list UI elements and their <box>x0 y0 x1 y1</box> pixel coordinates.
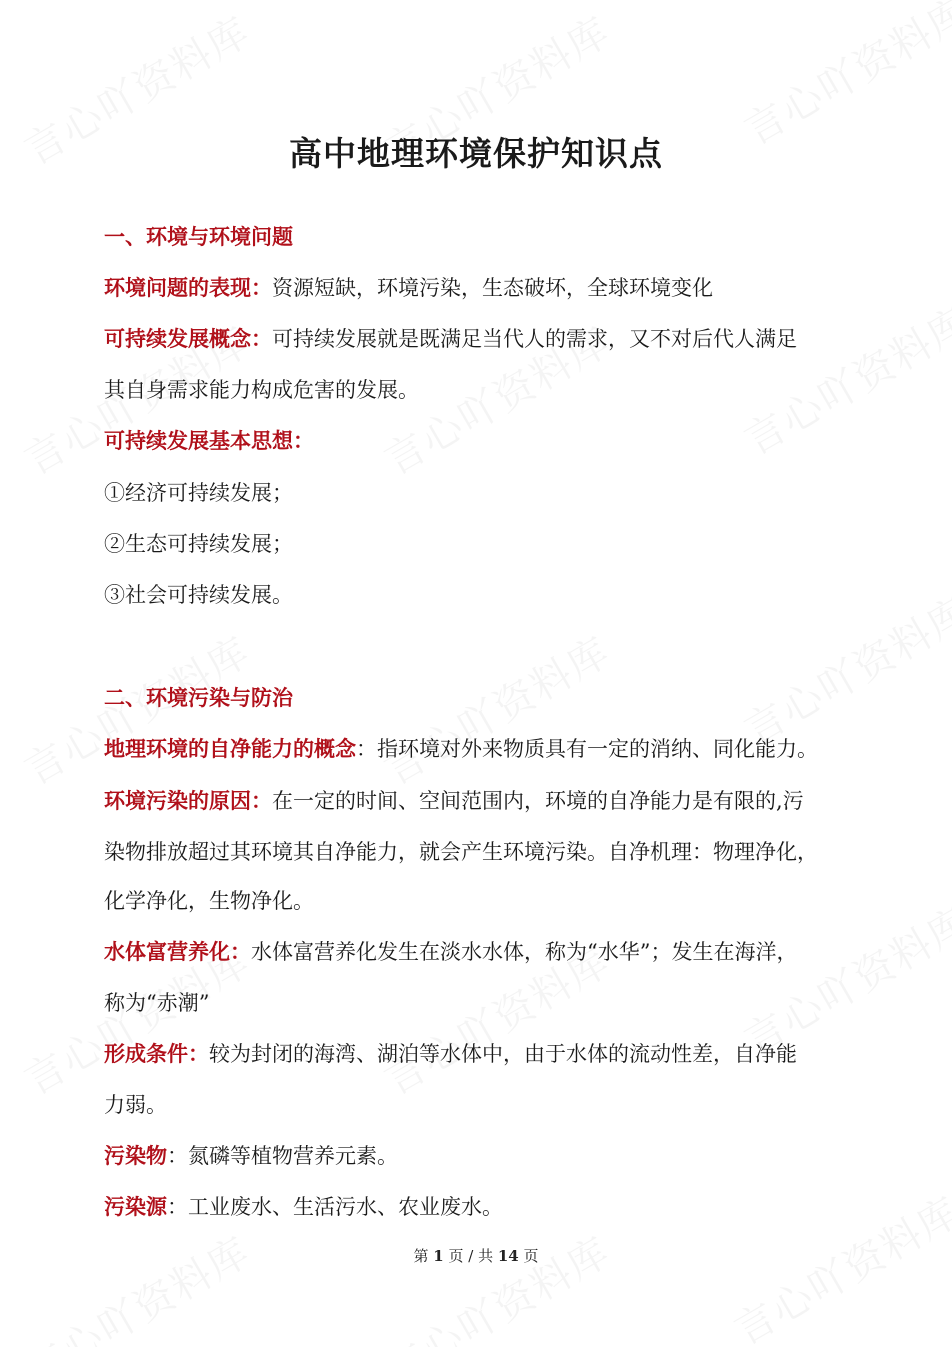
term-text: 水体富营养化发生在淡水水体，称为“水华”；发生在海洋， <box>251 940 798 964</box>
footer-prefix: 第 <box>413 1247 429 1265</box>
paragraph-pollution-sources <box>104 1192 503 1222</box>
term-label: 可持续发展概念： <box>104 326 272 351</box>
paragraph-continuation: 化学净化，生物净化。 <box>104 889 314 913</box>
paragraph-continuation: 其自身需求能力构成危害的发展。 <box>104 378 419 402</box>
term-label: 可持续发展基本思想： <box>104 428 314 453</box>
paragraph-problems <box>104 273 713 303</box>
term-label: 污染源 <box>104 1194 167 1219</box>
term-text: 在一定的时间、空间范围内，环境的自净能力是有限的,污 <box>272 789 804 813</box>
term-label: 环境问题的表现： <box>104 275 272 300</box>
paragraph-continuation: 染物排放超过其环境其自净能力，就会产生环境污染。自净机理：物理净化， <box>104 840 818 864</box>
page-number: 1 <box>433 1247 444 1265</box>
paragraph-conditions <box>104 1039 797 1069</box>
term-label: 地理环境的自净能力的概念 <box>104 736 356 761</box>
term-text: ：工业废水、生活污水、农业废水。 <box>167 1195 503 1219</box>
term-label: 形成条件： <box>104 1041 209 1066</box>
paragraph-sustainable-concept <box>104 324 797 354</box>
list-item: ①经济可持续发展； <box>104 481 293 505</box>
section-heading-1: 一、环境与环境问题 <box>104 224 293 249</box>
paragraph-pollution-cause <box>104 786 804 816</box>
paragraph-pollutants <box>104 1141 398 1171</box>
term-text: 资源短缺，环境污染，生态破坏，全球环境变化 <box>272 276 713 300</box>
paragraph-eutrophication <box>104 937 797 967</box>
page-footer <box>0 1245 952 1266</box>
paragraph-self-purification <box>104 734 818 764</box>
term-label: 污染物 <box>104 1143 167 1168</box>
term-label: 水体富营养化： <box>104 939 251 964</box>
term-text: 较为封闭的海湾、湖泊等水体中，由于水体的流动性差，自净能 <box>209 1042 797 1066</box>
term-text: 可持续发展就是既满足当代人的需求，又不对后代人满足 <box>272 327 797 351</box>
list-item: ③社会可持续发展。 <box>104 583 293 607</box>
footer-mid: 页 / 共 <box>448 1247 494 1265</box>
section-heading-2: 二、环境污染与防治 <box>104 685 293 710</box>
footer-suffix: 页 <box>523 1247 539 1265</box>
page-total: 14 <box>497 1247 519 1265</box>
paragraph-continuation: 力弱。 <box>104 1093 167 1117</box>
paragraph-continuation: 称为“赤潮” <box>104 991 210 1015</box>
term-label: 环境污染的原因： <box>104 788 272 813</box>
list-item: ②生态可持续发展； <box>104 532 293 556</box>
page-title: 高中地理环境保护知识点 <box>289 134 663 173</box>
term-text: ：氮磷等植物营养元素。 <box>167 1144 398 1168</box>
term-text: ：指环境对外来物质具有一定的消纳、同化能力。 <box>356 737 818 761</box>
